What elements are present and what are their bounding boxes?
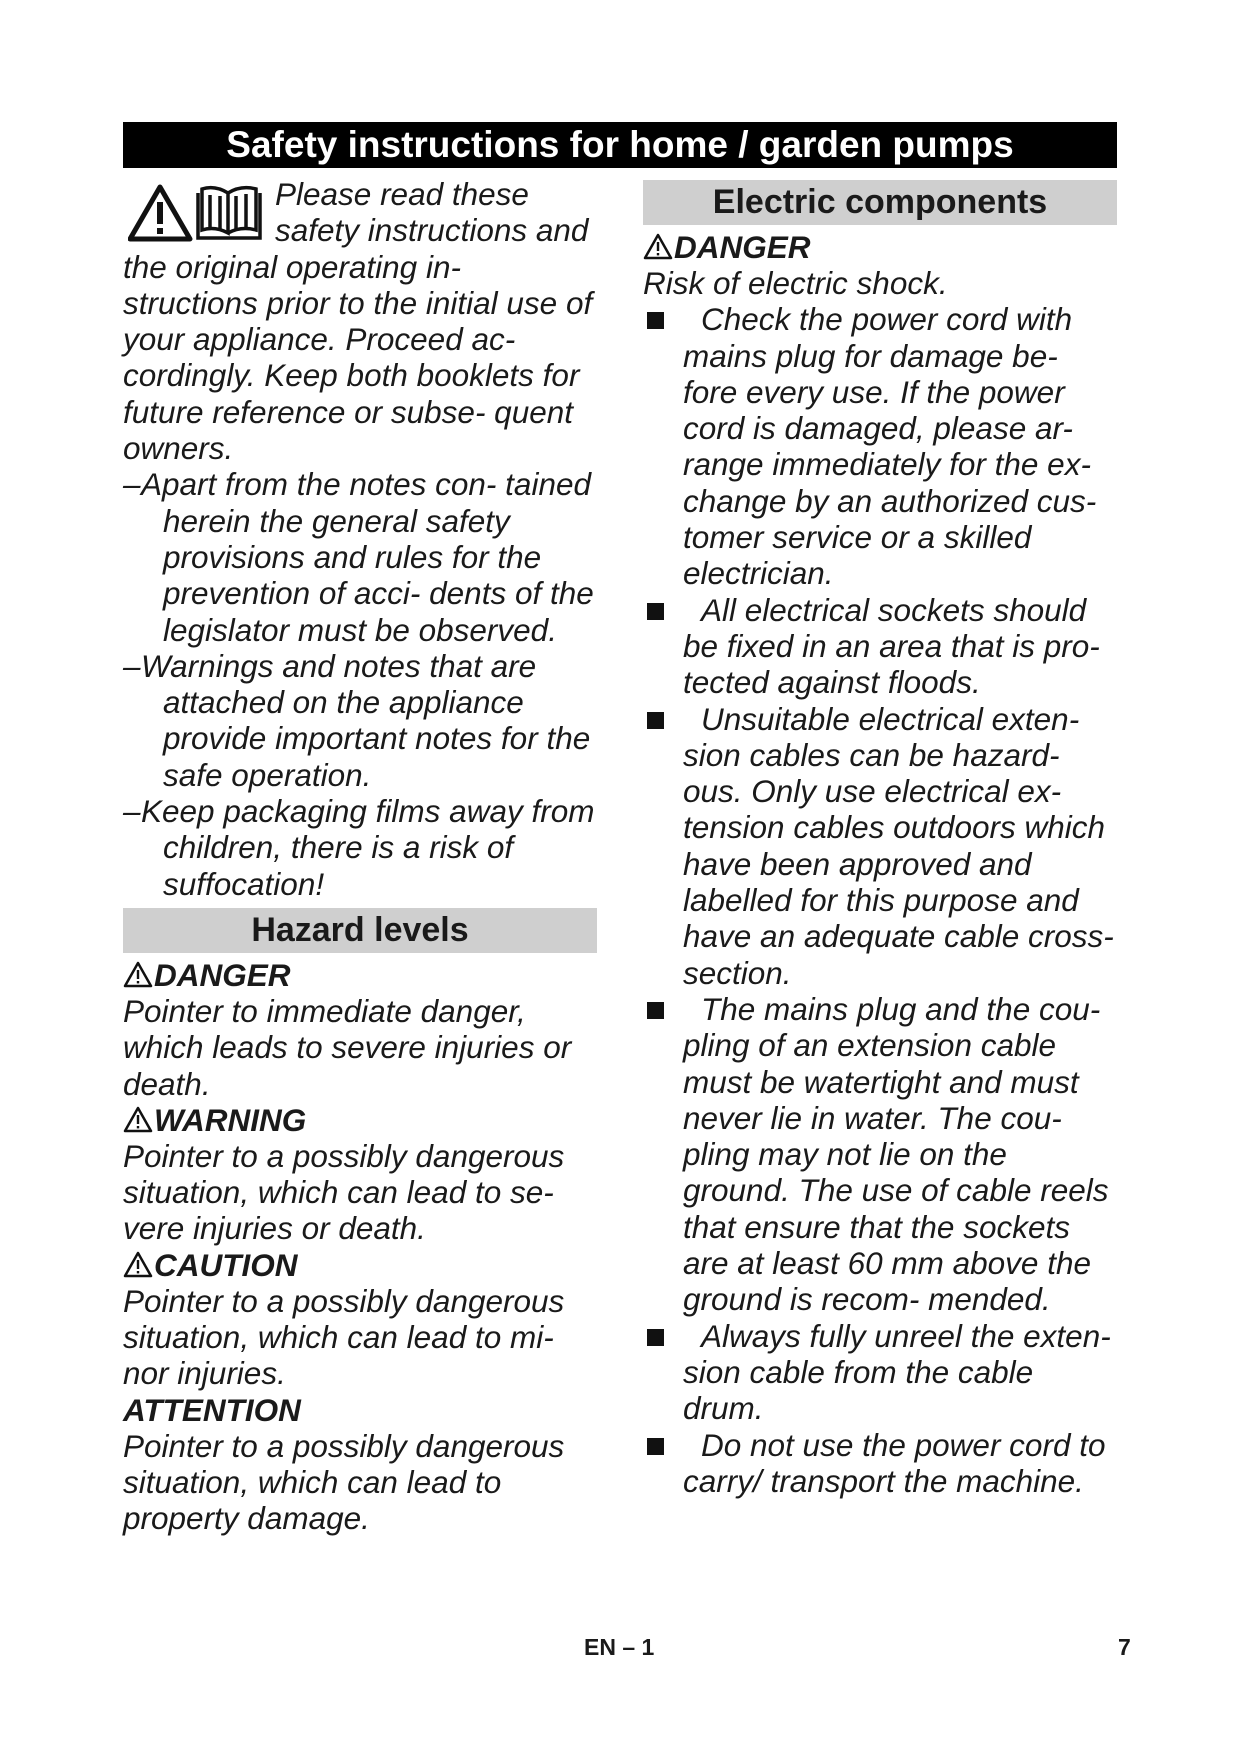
bullet-text: Do not use the power cord to carry/ transport the machine. — [683, 1426, 1106, 1499]
dash-item-text: Warnings and notes that are attached on the appliance provide important notes for the safe operation. — [141, 647, 591, 793]
warning-triangle-icon — [123, 1106, 153, 1133]
bullet-item — [643, 701, 1117, 991]
warning-book-icons — [128, 183, 263, 243]
hazard-level-attention — [123, 1392, 597, 1537]
bullet-text: Always fully unreel the exten- sion cable from the cable drum. — [683, 1317, 1111, 1427]
dash-item-text: Keep packaging films away from children, there is a risk of suffocation! — [141, 793, 595, 902]
left-column — [123, 176, 597, 1537]
footer-page-number: 7 — [1118, 1634, 1131, 1660]
bullet-item — [643, 1427, 1117, 1500]
bullet-item — [643, 592, 1117, 701]
bullet-text: All electrical sockets should be fixed in an area that is pro- tected against floods. — [683, 591, 1100, 701]
warning-triangle-icon — [643, 233, 673, 260]
dash-item-text: Apart from the notes con- tained herein the general safety provisions and rules for the prevention of acci- dents of the legislator must be observed. — [141, 466, 594, 648]
level-title-text: DANGER — [154, 956, 291, 993]
level-description: Pointer to immediate danger, which leads to severe injuries or death. — [123, 992, 572, 1102]
dash-marker: – — [123, 647, 141, 684]
square-bullet-icon — [647, 1002, 664, 1019]
square-bullet-icon — [647, 1329, 664, 1346]
bullet-text: Unsuitable electrical exten- sion cables can be hazard- ous. Only use electrical ex- tension cables outdoors which have been approved and labelled for this purpose and have an adequate cable cross-section. — [683, 700, 1114, 991]
intro-icons — [123, 176, 265, 246]
danger-title-text: DANGER — [674, 229, 811, 265]
dash-marker: – — [123, 793, 141, 830]
intro-block — [123, 176, 597, 466]
electric-components-heading: Electric components — [643, 180, 1117, 225]
bullet-text: The mains plug and the cou- pling of an extension cable must be watertight and must never lie in water. The cou- pling may not lie on the ground. The use of cable reels that ensure that the sockets are at least 60 mm above the ground is recom- mended. — [683, 990, 1109, 1318]
danger-title — [643, 229, 1117, 265]
bullet-item — [643, 991, 1117, 1318]
footer-language-page: EN – 1 — [584, 1634, 655, 1660]
level-title-text: ATTENTION — [123, 1391, 301, 1428]
bullet-item — [643, 301, 1117, 591]
right-column — [643, 180, 1117, 1499]
dash-item — [123, 793, 597, 902]
square-bullet-icon — [647, 603, 664, 620]
bullet-item — [643, 1318, 1117, 1427]
hazard-levels-heading: Hazard levels — [123, 908, 597, 953]
dash-item — [123, 466, 597, 647]
bullet-text: Check the power cord with mains plug for damage be- fore every use. If the power cord is damaged, please ar- range immediately for the ex- change by an authorized cus- tomer service or a skilled electrician. — [683, 301, 1097, 592]
level-description: Pointer to a possibly dangerous situation, which can lead to se- vere injuries or death. — [123, 1137, 565, 1247]
square-bullet-icon — [647, 1438, 664, 1455]
hazard-level-danger — [123, 957, 597, 1102]
dash-marker: – — [123, 466, 141, 503]
intro-text: Please read these safety instructions and the original operating in- structions prior to the initial use of your appliance. Proceed ac- cordingly. Keep both booklets for future reference or subse- quent owners. — [123, 176, 593, 467]
level-description: Pointer to a possibly dangerous situation, which can lead to mi- nor injuries. — [123, 1282, 565, 1392]
dash-item — [123, 648, 597, 793]
level-title-text: CAUTION — [154, 1246, 298, 1283]
hazard-level-caution — [123, 1247, 597, 1392]
square-bullet-icon — [647, 312, 664, 329]
page-title: Safety instructions for home / garden pumps — [123, 122, 1117, 168]
warning-triangle-icon — [130, 187, 190, 239]
warning-triangle-icon — [123, 961, 153, 988]
square-bullet-icon — [647, 712, 664, 729]
hazard-level-warning — [123, 1102, 597, 1247]
level-description: Pointer to a possibly dangerous situation, which can lead to property damage. — [123, 1427, 565, 1537]
warning-triangle-icon — [123, 1251, 153, 1278]
level-title-text: WARNING — [154, 1101, 307, 1138]
manual-book-icon — [198, 188, 260, 238]
danger-text: Risk of electric shock. — [643, 265, 948, 301]
